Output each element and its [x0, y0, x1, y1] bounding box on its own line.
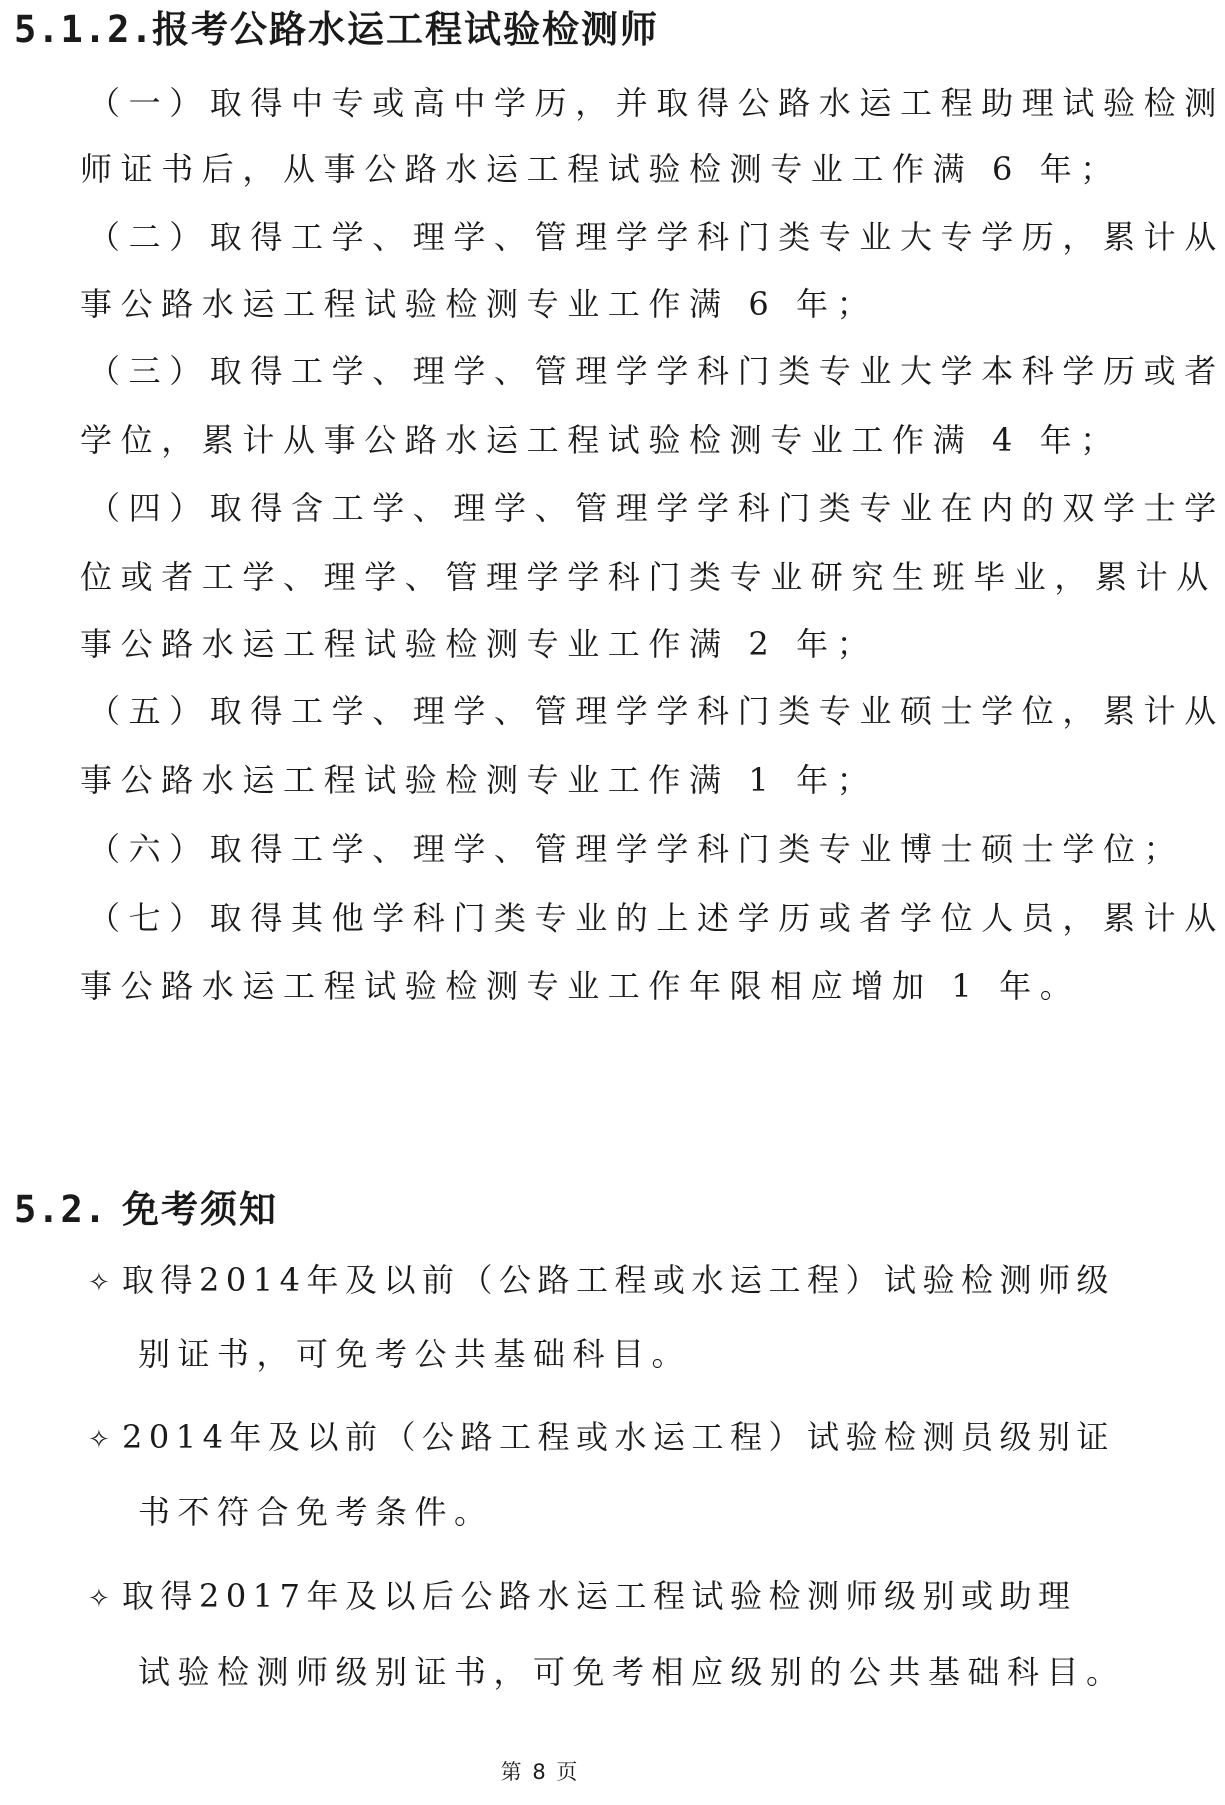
requirement-1-line-1: （一）取得中专或高中学历，并取得公路水运工程助理试验检测	[88, 84, 1225, 122]
section-number: 5.2.	[14, 1188, 108, 1231]
requirement-7-line-2: 事公路水运工程试验检测专业工作年限相应增加 1 年。	[80, 967, 1081, 1005]
exemption-3-line-2: 试验检测师级别证书，可免考相应级别的公共基础科目。	[138, 1653, 1126, 1691]
diamond-bullet-icon: ✧	[88, 1268, 110, 1298]
section-number: 5.1.2.	[14, 8, 154, 51]
requirement-6-line-1: （六）取得工学、理学、管理学学科门类专业博士硕士学位；	[88, 830, 1185, 868]
requirement-4-line-3: 事公路水运工程试验检测专业工作满 2 年；	[80, 625, 878, 663]
requirement-5-line-2: 事公路水运工程试验检测专业工作满 1 年；	[80, 761, 878, 799]
diamond-bullet-icon: ✧	[88, 1584, 110, 1614]
exemption-3	[88, 1576, 1076, 1619]
exemption-1	[88, 1260, 1115, 1303]
section-title: 免考须知	[122, 1188, 278, 1231]
exemption-2	[88, 1417, 1115, 1460]
requirement-4-line-2: 位或者工学、理学、管理学学科门类专业研究生班毕业，累计从	[80, 558, 1217, 596]
requirement-4-line-1: （四）取得含工学、理学、管理学学科门类专业在内的双学士学	[88, 489, 1225, 527]
requirement-5-line-1: （五）取得工学、理学、管理学学科门类专业硕士学位，累计从	[88, 692, 1225, 730]
section-heading-5-1-2	[14, 8, 659, 52]
requirement-3-line-2: 学位，累计从事公路水运工程试验检测专业工作满 4 年；	[80, 421, 1121, 459]
exemption-1-line-2: 别证书，可免考公共基础科目。	[138, 1335, 692, 1373]
requirement-3-line-1: （三）取得工学、理学、管理学学科门类专业大学本科学历或者	[88, 352, 1225, 390]
requirement-2-line-2: 事公路水运工程试验检测专业工作满 6 年；	[80, 285, 878, 323]
exemption-2-line-2: 书不符合免考条件。	[138, 1493, 494, 1531]
diamond-bullet-icon: ✧	[88, 1425, 110, 1455]
exemption-1-line-1: 取得2014年及以前（公路工程或水运工程）试验检测师级	[122, 1261, 1115, 1299]
requirement-7-line-1: （七）取得其他学科门类专业的上述学历或者学位人员，累计从	[88, 899, 1225, 937]
section-title: 报考公路水运工程试验检测师	[152, 8, 659, 51]
requirement-2-line-1: （二）取得工学、理学、管理学学科门类专业大专学历，累计从	[88, 218, 1225, 256]
exemption-2-line-1: 2014年及以前（公路工程或水运工程）试验检测员级别证	[122, 1418, 1115, 1456]
page-number-footer: 第 8 页	[500, 1760, 580, 1784]
section-heading-5-2	[14, 1188, 278, 1232]
requirement-1-line-2: 师证书后，从事公路水运工程试验检测专业工作满 6 年；	[80, 150, 1121, 188]
exemption-3-line-1: 取得2017年及以后公路水运工程试验检测师级别或助理	[122, 1577, 1077, 1615]
